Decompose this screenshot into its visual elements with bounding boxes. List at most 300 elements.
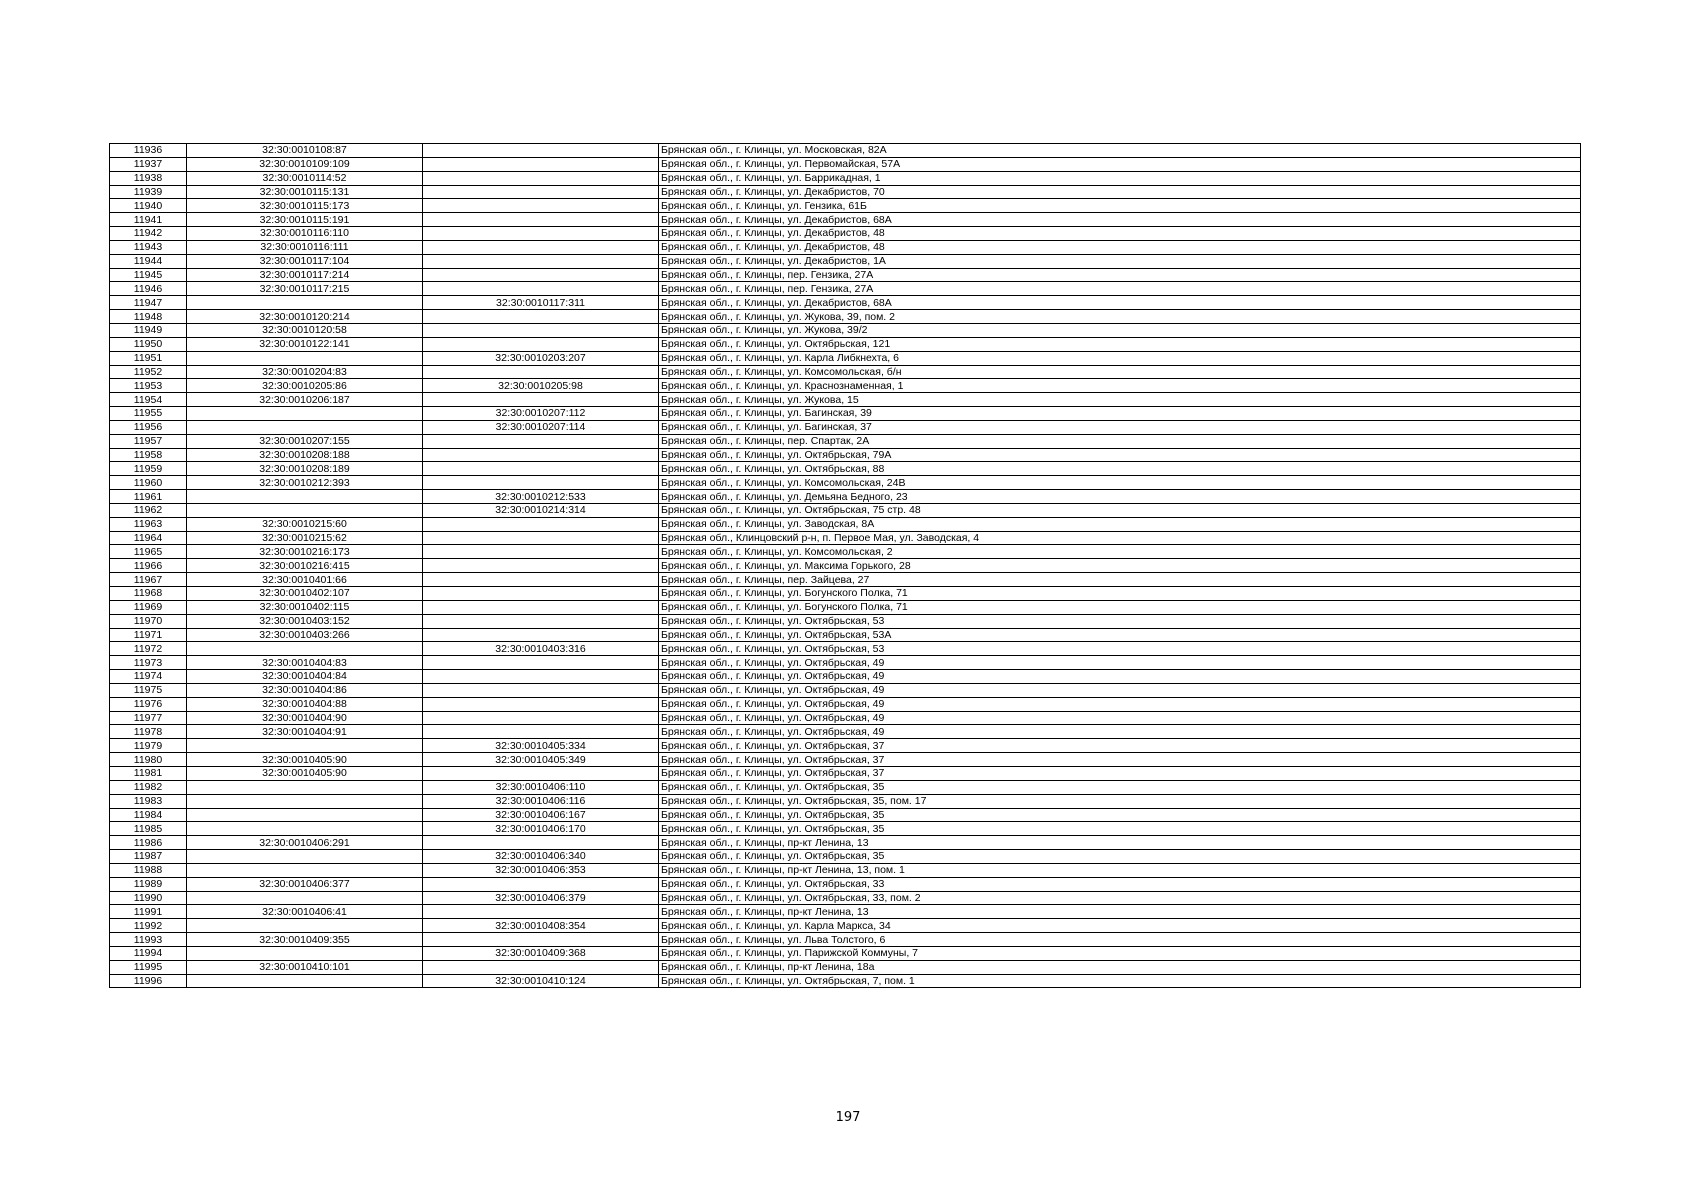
address-cell: Брянская обл., г. Клинцы, ул. Жукова, 39/2 xyxy=(659,323,1581,337)
table-row xyxy=(110,905,1581,919)
cadastral-number-alt-cell xyxy=(423,434,659,448)
cadastral-number-cell: 32:30:0010115:173 xyxy=(187,199,423,213)
table-row xyxy=(110,531,1581,545)
row-number-cell: 11953 xyxy=(110,379,187,393)
cadastral-number-cell: 32:30:0010403:266 xyxy=(187,628,423,642)
cadastral-number-alt-cell xyxy=(423,157,659,171)
row-number-cell: 11992 xyxy=(110,919,187,933)
cadastral-number-alt-cell xyxy=(423,725,659,739)
table-row xyxy=(110,573,1581,587)
address-cell: Брянская обл., г. Клинцы, ул. Октябрьская, 49 xyxy=(659,697,1581,711)
table-row xyxy=(110,296,1581,310)
row-number-cell: 11989 xyxy=(110,877,187,891)
table-row xyxy=(110,545,1581,559)
cadastral-number-cell xyxy=(187,780,423,794)
table-row xyxy=(110,420,1581,434)
address-cell: Брянская обл., г. Клинцы, пер. Спартак, 2А xyxy=(659,434,1581,448)
table-row xyxy=(110,379,1581,393)
row-number-cell: 11944 xyxy=(110,254,187,268)
address-cell: Брянская обл., г. Клинцы, пер. Зайцева, 27 xyxy=(659,573,1581,587)
cadastral-number-alt-cell xyxy=(423,199,659,213)
row-number-cell: 11941 xyxy=(110,213,187,227)
address-cell: Брянская обл., г. Клинцы, ул. Декабристов, 68А xyxy=(659,213,1581,227)
address-cell: Брянская обл., г. Клинцы, ул. Жукова, 15 xyxy=(659,393,1581,407)
row-number-cell: 11982 xyxy=(110,780,187,794)
address-cell: Брянская обл., г. Клинцы, ул. Парижской Коммуны, 7 xyxy=(659,946,1581,960)
cadastral-number-cell: 32:30:0010402:115 xyxy=(187,600,423,614)
row-number-cell: 11971 xyxy=(110,628,187,642)
cadastral-number-cell xyxy=(187,739,423,753)
table-row xyxy=(110,240,1581,254)
table-row xyxy=(110,517,1581,531)
page-number: 197 xyxy=(835,1110,861,1125)
table-row xyxy=(110,393,1581,407)
cadastral-number-alt-cell xyxy=(423,517,659,531)
table-row xyxy=(110,337,1581,351)
row-number-cell: 11966 xyxy=(110,559,187,573)
table-row xyxy=(110,808,1581,822)
address-cell: Брянская обл., г. Клинцы, пр-кт Ленина, 13 xyxy=(659,836,1581,850)
row-number-cell: 11978 xyxy=(110,725,187,739)
cadastral-number-alt-cell xyxy=(423,628,659,642)
table-row xyxy=(110,407,1581,421)
cadastral-number-alt-cell xyxy=(423,448,659,462)
table-row xyxy=(110,282,1581,296)
cadastral-number-cell: 32:30:0010409:355 xyxy=(187,933,423,947)
address-cell: Брянская обл., г. Клинцы, ул. Баррикадная, 1 xyxy=(659,171,1581,185)
cadastral-number-cell: 32:30:0010404:83 xyxy=(187,656,423,670)
cadastral-number-alt-cell xyxy=(423,545,659,559)
cadastral-number-cell xyxy=(187,420,423,434)
row-number-cell: 11983 xyxy=(110,794,187,808)
cadastral-number-alt-cell xyxy=(423,683,659,697)
cadastral-number-alt-cell: 32:30:0010406:110 xyxy=(423,780,659,794)
row-number-cell: 11957 xyxy=(110,434,187,448)
address-cell: Брянская обл., г. Клинцы, ул. Октябрьская, 49 xyxy=(659,656,1581,670)
table-row xyxy=(110,739,1581,753)
registry-table-body xyxy=(110,144,1581,988)
address-cell: Брянская обл., г. Клинцы, ул. Октябрьская, 37 xyxy=(659,753,1581,767)
address-cell: Брянская обл., г. Клинцы, ул. Багинская, 37 xyxy=(659,420,1581,434)
cadastral-number-cell: 32:30:0010208:189 xyxy=(187,462,423,476)
address-cell: Брянская обл., г. Клинцы, ул. Комсомольская, 2 xyxy=(659,545,1581,559)
cadastral-number-cell: 32:30:0010117:214 xyxy=(187,268,423,282)
table-row xyxy=(110,656,1581,670)
cadastral-number-cell: 32:30:0010402:107 xyxy=(187,587,423,601)
table-row xyxy=(110,434,1581,448)
cadastral-number-cell xyxy=(187,808,423,822)
table-row xyxy=(110,559,1581,573)
row-number-cell: 11996 xyxy=(110,974,187,988)
cadastral-number-cell xyxy=(187,891,423,905)
cadastral-number-alt-cell: 32:30:0010205:98 xyxy=(423,379,659,393)
address-cell: Брянская обл., г. Клинцы, пр-кт Ленина, 13, пом. 1 xyxy=(659,863,1581,877)
table-row xyxy=(110,933,1581,947)
row-number-cell: 11975 xyxy=(110,683,187,697)
row-number-cell: 11961 xyxy=(110,490,187,504)
cadastral-number-cell: 32:30:0010404:88 xyxy=(187,697,423,711)
cadastral-number-cell xyxy=(187,642,423,656)
table-row xyxy=(110,642,1581,656)
cadastral-number-alt-cell xyxy=(423,365,659,379)
cadastral-number-cell: 32:30:0010108:87 xyxy=(187,144,423,158)
row-number-cell: 11973 xyxy=(110,656,187,670)
table-row xyxy=(110,476,1581,490)
table-row xyxy=(110,614,1581,628)
address-cell: Брянская обл., г. Клинцы, ул. Октябрьская, 35 xyxy=(659,780,1581,794)
table-row xyxy=(110,310,1581,324)
cadastral-number-alt-cell xyxy=(423,254,659,268)
row-number-cell: 11936 xyxy=(110,144,187,158)
row-number-cell: 11976 xyxy=(110,697,187,711)
table-row xyxy=(110,144,1581,158)
address-cell: Брянская обл., г. Клинцы, ул. Октябрьская, 35 xyxy=(659,850,1581,864)
cadastral-number-cell: 32:30:0010405:90 xyxy=(187,753,423,767)
address-cell: Брянская обл., г. Клинцы, ул. Первомайская, 57А xyxy=(659,157,1581,171)
cadastral-number-cell: 32:30:0010404:86 xyxy=(187,683,423,697)
table-row xyxy=(110,697,1581,711)
row-number-cell: 11964 xyxy=(110,531,187,545)
cadastral-number-cell: 32:30:0010117:104 xyxy=(187,254,423,268)
cadastral-number-cell: 32:30:0010120:58 xyxy=(187,323,423,337)
table-row xyxy=(110,503,1581,517)
cadastral-number-cell: 32:30:0010114:52 xyxy=(187,171,423,185)
cadastral-number-cell xyxy=(187,919,423,933)
cadastral-number-cell: 32:30:0010116:111 xyxy=(187,240,423,254)
address-cell: Брянская обл., г. Клинцы, ул. Октябрьская, 35, пом. 17 xyxy=(659,794,1581,808)
row-number-cell: 11939 xyxy=(110,185,187,199)
address-cell: Брянская обл., г. Клинцы, ул. Октябрьская, 53А xyxy=(659,628,1581,642)
cadastral-number-cell: 32:30:0010204:83 xyxy=(187,365,423,379)
cadastral-number-alt-cell xyxy=(423,559,659,573)
address-cell: Брянская обл., г. Клинцы, ул. Гензика, 61Б xyxy=(659,199,1581,213)
cadastral-number-alt-cell: 32:30:0010214:314 xyxy=(423,503,659,517)
row-number-cell: 11990 xyxy=(110,891,187,905)
address-cell: Брянская обл., г. Клинцы, ул. Богунского Полка, 71 xyxy=(659,587,1581,601)
cadastral-number-alt-cell xyxy=(423,656,659,670)
cadastral-number-alt-cell xyxy=(423,144,659,158)
row-number-cell: 11943 xyxy=(110,240,187,254)
cadastral-number-cell: 32:30:0010115:131 xyxy=(187,185,423,199)
table-row xyxy=(110,877,1581,891)
cadastral-number-alt-cell: 32:30:0010405:349 xyxy=(423,753,659,767)
address-cell: Брянская обл., г. Клинцы, ул. Октябрьская, 88 xyxy=(659,462,1581,476)
address-cell: Брянская обл., Клинцовский р-н, п. Первое Мая, ул. Заводская, 4 xyxy=(659,531,1581,545)
cadastral-number-alt-cell xyxy=(423,905,659,919)
table-row xyxy=(110,462,1581,476)
row-number-cell: 11951 xyxy=(110,351,187,365)
cadastral-number-alt-cell xyxy=(423,185,659,199)
row-number-cell: 11979 xyxy=(110,739,187,753)
address-cell: Брянская обл., г. Клинцы, ул. Максима Горького, 28 xyxy=(659,559,1581,573)
row-number-cell: 11986 xyxy=(110,836,187,850)
cadastral-number-cell: 32:30:0010205:86 xyxy=(187,379,423,393)
row-number-cell: 11972 xyxy=(110,642,187,656)
table-row xyxy=(110,850,1581,864)
cadastral-number-alt-cell: 32:30:0010406:170 xyxy=(423,822,659,836)
table-row xyxy=(110,628,1581,642)
cadastral-number-cell xyxy=(187,822,423,836)
registry-table xyxy=(109,143,1581,988)
table-row xyxy=(110,946,1581,960)
cadastral-number-cell: 32:30:0010404:84 xyxy=(187,670,423,684)
cadastral-number-alt-cell xyxy=(423,531,659,545)
table-row xyxy=(110,227,1581,241)
row-number-cell: 11952 xyxy=(110,365,187,379)
address-cell: Брянская обл., г. Клинцы, ул. Октябрьская, 121 xyxy=(659,337,1581,351)
cadastral-number-alt-cell xyxy=(423,393,659,407)
row-number-cell: 11985 xyxy=(110,822,187,836)
cadastral-number-cell: 32:30:0010216:173 xyxy=(187,545,423,559)
row-number-cell: 11981 xyxy=(110,766,187,780)
cadastral-number-cell: 32:30:0010120:214 xyxy=(187,310,423,324)
cadastral-number-cell: 32:30:0010207:155 xyxy=(187,434,423,448)
cadastral-number-alt-cell xyxy=(423,587,659,601)
table-row xyxy=(110,185,1581,199)
row-number-cell: 11945 xyxy=(110,268,187,282)
table-row xyxy=(110,753,1581,767)
cadastral-number-alt-cell xyxy=(423,711,659,725)
cadastral-number-cell xyxy=(187,407,423,421)
address-cell: Брянская обл., г. Клинцы, ул. Заводская, 8А xyxy=(659,517,1581,531)
table-row xyxy=(110,919,1581,933)
address-cell: Брянская обл., г. Клинцы, ул. Октябрьская, 49 xyxy=(659,725,1581,739)
row-number-cell: 11987 xyxy=(110,850,187,864)
cadastral-number-alt-cell: 32:30:0010406:340 xyxy=(423,850,659,864)
table-row xyxy=(110,766,1581,780)
row-number-cell: 11969 xyxy=(110,600,187,614)
row-number-cell: 11938 xyxy=(110,171,187,185)
row-number-cell: 11955 xyxy=(110,407,187,421)
address-cell: Брянская обл., г. Клинцы, ул. Декабристов, 48 xyxy=(659,227,1581,241)
cadastral-number-alt-cell xyxy=(423,310,659,324)
cadastral-number-cell: 32:30:0010404:90 xyxy=(187,711,423,725)
address-cell: Брянская обл., г. Клинцы, ул. Декабристов, 68А xyxy=(659,296,1581,310)
row-number-cell: 11940 xyxy=(110,199,187,213)
cadastral-number-alt-cell: 32:30:0010406:116 xyxy=(423,794,659,808)
address-cell: Брянская обл., г. Клинцы, ул. Комсомольская, б/н xyxy=(659,365,1581,379)
cadastral-number-cell xyxy=(187,490,423,504)
table-row xyxy=(110,600,1581,614)
cadastral-number-cell: 32:30:0010122:141 xyxy=(187,337,423,351)
table-row xyxy=(110,836,1581,850)
table-row xyxy=(110,213,1581,227)
row-number-cell: 11967 xyxy=(110,573,187,587)
address-cell: Брянская обл., г. Клинцы, ул. Краснознаменная, 1 xyxy=(659,379,1581,393)
cadastral-number-alt-cell: 32:30:0010406:353 xyxy=(423,863,659,877)
cadastral-number-cell xyxy=(187,503,423,517)
row-number-cell: 11995 xyxy=(110,960,187,974)
cadastral-number-alt-cell xyxy=(423,573,659,587)
cadastral-number-cell: 32:30:0010406:291 xyxy=(187,836,423,850)
row-number-cell: 11959 xyxy=(110,462,187,476)
table-row xyxy=(110,490,1581,504)
cadastral-number-cell xyxy=(187,946,423,960)
address-cell: Брянская обл., г. Клинцы, ул. Октябрьская, 37 xyxy=(659,739,1581,753)
row-number-cell: 11963 xyxy=(110,517,187,531)
cadastral-number-cell: 32:30:0010117:215 xyxy=(187,282,423,296)
table-row xyxy=(110,863,1581,877)
cadastral-number-alt-cell: 32:30:0010207:114 xyxy=(423,420,659,434)
address-cell: Брянская обл., г. Клинцы, ул. Комсомольская, 24В xyxy=(659,476,1581,490)
cadastral-number-cell: 32:30:0010109:109 xyxy=(187,157,423,171)
row-number-cell: 11991 xyxy=(110,905,187,919)
address-cell: Брянская обл., г. Клинцы, ул. Октябрьская, 7, пом. 1 xyxy=(659,974,1581,988)
cadastral-number-cell: 32:30:0010208:188 xyxy=(187,448,423,462)
cadastral-number-cell: 32:30:0010215:62 xyxy=(187,531,423,545)
cadastral-number-alt-cell: 32:30:0010212:533 xyxy=(423,490,659,504)
row-number-cell: 11962 xyxy=(110,503,187,517)
cadastral-number-cell xyxy=(187,351,423,365)
table-row xyxy=(110,822,1581,836)
table-row xyxy=(110,670,1581,684)
cadastral-number-cell: 32:30:0010401:66 xyxy=(187,573,423,587)
cadastral-number-alt-cell: 32:30:0010203:207 xyxy=(423,351,659,365)
cadastral-number-cell: 32:30:0010403:152 xyxy=(187,614,423,628)
cadastral-number-alt-cell xyxy=(423,213,659,227)
table-row xyxy=(110,365,1581,379)
address-cell: Брянская обл., г. Клинцы, пер. Гензика, 27А xyxy=(659,268,1581,282)
address-cell: Брянская обл., г. Клинцы, пер. Гензика, 27А xyxy=(659,282,1581,296)
cadastral-number-alt-cell xyxy=(423,171,659,185)
cadastral-number-alt-cell xyxy=(423,600,659,614)
cadastral-number-alt-cell: 32:30:0010117:311 xyxy=(423,296,659,310)
cadastral-number-cell: 32:30:0010405:90 xyxy=(187,766,423,780)
table-row xyxy=(110,960,1581,974)
address-cell: Брянская обл., г. Клинцы, ул. Жукова, 39, пом. 2 xyxy=(659,310,1581,324)
address-cell: Брянская обл., г. Клинцы, ул. Октябрьская, 35 xyxy=(659,822,1581,836)
row-number-cell: 11980 xyxy=(110,753,187,767)
address-cell: Брянская обл., г. Клинцы, ул. Октябрьская, 75 стр. 48 xyxy=(659,503,1581,517)
row-number-cell: 11965 xyxy=(110,545,187,559)
address-cell: Брянская обл., г. Клинцы, ул. Декабристов, 70 xyxy=(659,185,1581,199)
row-number-cell: 11974 xyxy=(110,670,187,684)
cadastral-number-cell: 32:30:0010116:110 xyxy=(187,227,423,241)
table-row xyxy=(110,794,1581,808)
cadastral-number-alt-cell xyxy=(423,960,659,974)
cadastral-number-alt-cell xyxy=(423,476,659,490)
table-row xyxy=(110,683,1581,697)
cadastral-number-alt-cell: 32:30:0010405:334 xyxy=(423,739,659,753)
table-row xyxy=(110,268,1581,282)
cadastral-number-cell xyxy=(187,296,423,310)
table-row xyxy=(110,725,1581,739)
row-number-cell: 11954 xyxy=(110,393,187,407)
row-number-cell: 11948 xyxy=(110,310,187,324)
cadastral-number-cell: 32:30:0010212:393 xyxy=(187,476,423,490)
cadastral-number-cell: 32:30:0010215:60 xyxy=(187,517,423,531)
address-cell: Брянская обл., г. Клинцы, ул. Льва Толстого, 6 xyxy=(659,933,1581,947)
address-cell: Брянская обл., г. Клинцы, ул. Демьяна Бедного, 23 xyxy=(659,490,1581,504)
row-number-cell: 11937 xyxy=(110,157,187,171)
table-row xyxy=(110,323,1581,337)
cadastral-number-cell xyxy=(187,794,423,808)
row-number-cell: 11950 xyxy=(110,337,187,351)
cadastral-number-cell xyxy=(187,863,423,877)
cadastral-number-alt-cell xyxy=(423,933,659,947)
row-number-cell: 11988 xyxy=(110,863,187,877)
cadastral-number-cell: 32:30:0010206:187 xyxy=(187,393,423,407)
cadastral-number-cell: 32:30:0010406:41 xyxy=(187,905,423,919)
address-cell: Брянская обл., г. Клинцы, ул. Октябрьская, 37 xyxy=(659,766,1581,780)
cadastral-number-cell xyxy=(187,974,423,988)
cadastral-number-alt-cell: 32:30:0010409:368 xyxy=(423,946,659,960)
table-row xyxy=(110,711,1581,725)
address-cell: Брянская обл., г. Клинцы, пр-кт Ленина, 18а xyxy=(659,960,1581,974)
cadastral-number-alt-cell xyxy=(423,323,659,337)
address-cell: Брянская обл., г. Клинцы, ул. Октябрьская, 33 xyxy=(659,877,1581,891)
cadastral-number-alt-cell xyxy=(423,614,659,628)
table-row xyxy=(110,780,1581,794)
row-number-cell: 11946 xyxy=(110,282,187,296)
row-number-cell: 11977 xyxy=(110,711,187,725)
address-cell: Брянская обл., г. Клинцы, ул. Октябрьская, 49 xyxy=(659,711,1581,725)
address-cell: Брянская обл., г. Клинцы, ул. Октябрьская, 33, пом. 2 xyxy=(659,891,1581,905)
address-cell: Брянская обл., г. Клинцы, ул. Октябрьская, 53 xyxy=(659,614,1581,628)
cadastral-number-alt-cell xyxy=(423,670,659,684)
cadastral-number-cell: 32:30:0010410:101 xyxy=(187,960,423,974)
cadastral-number-alt-cell xyxy=(423,337,659,351)
cadastral-number-cell: 32:30:0010404:91 xyxy=(187,725,423,739)
row-number-cell: 11949 xyxy=(110,323,187,337)
row-number-cell: 11958 xyxy=(110,448,187,462)
address-cell: Брянская обл., г. Клинцы, ул. Карла Маркса, 34 xyxy=(659,919,1581,933)
address-cell: Брянская обл., г. Клинцы, ул. Карла Либкнехта, 6 xyxy=(659,351,1581,365)
address-cell: Брянская обл., г. Клинцы, ул. Декабристов, 48 xyxy=(659,240,1581,254)
cadastral-number-alt-cell xyxy=(423,697,659,711)
cadastral-number-alt-cell xyxy=(423,240,659,254)
cadastral-number-alt-cell xyxy=(423,766,659,780)
row-number-cell: 11994 xyxy=(110,946,187,960)
address-cell: Брянская обл., г. Клинцы, пр-кт Ленина, 13 xyxy=(659,905,1581,919)
cadastral-number-alt-cell xyxy=(423,268,659,282)
address-cell: Брянская обл., г. Клинцы, ул. Октябрьская, 53 xyxy=(659,642,1581,656)
cadastral-number-alt-cell xyxy=(423,462,659,476)
cadastral-number-alt-cell xyxy=(423,227,659,241)
table-row xyxy=(110,171,1581,185)
address-cell: Брянская обл., г. Клинцы, ул. Богунского Полка, 71 xyxy=(659,600,1581,614)
cadastral-number-alt-cell: 32:30:0010408:354 xyxy=(423,919,659,933)
address-cell: Брянская обл., г. Клинцы, ул. Октябрьская, 49 xyxy=(659,683,1581,697)
row-number-cell: 11984 xyxy=(110,808,187,822)
cadastral-number-alt-cell xyxy=(423,877,659,891)
cadastral-number-cell: 32:30:0010406:377 xyxy=(187,877,423,891)
cadastral-number-alt-cell: 32:30:0010403:316 xyxy=(423,642,659,656)
row-number-cell: 11947 xyxy=(110,296,187,310)
cadastral-number-alt-cell: 32:30:0010207:112 xyxy=(423,407,659,421)
address-cell: Брянская обл., г. Клинцы, ул. Московская, 82А xyxy=(659,144,1581,158)
table-row xyxy=(110,587,1581,601)
table-row xyxy=(110,254,1581,268)
address-cell: Брянская обл., г. Клинцы, ул. Октябрьская, 35 xyxy=(659,808,1581,822)
table-row xyxy=(110,448,1581,462)
row-number-cell: 11956 xyxy=(110,420,187,434)
table-row xyxy=(110,199,1581,213)
cadastral-number-alt-cell xyxy=(423,836,659,850)
address-cell: Брянская обл., г. Клинцы, ул. Октябрьская, 49 xyxy=(659,670,1581,684)
table-row xyxy=(110,351,1581,365)
cadastral-number-cell: 32:30:0010216:415 xyxy=(187,559,423,573)
table-row xyxy=(110,974,1581,988)
row-number-cell: 11960 xyxy=(110,476,187,490)
cadastral-number-cell: 32:30:0010115:191 xyxy=(187,213,423,227)
cadastral-number-alt-cell xyxy=(423,282,659,296)
cadastral-number-cell xyxy=(187,850,423,864)
table-row xyxy=(110,891,1581,905)
address-cell: Брянская обл., г. Клинцы, ул. Декабристов, 1А xyxy=(659,254,1581,268)
cadastral-number-alt-cell: 32:30:0010406:379 xyxy=(423,891,659,905)
table-row xyxy=(110,157,1581,171)
